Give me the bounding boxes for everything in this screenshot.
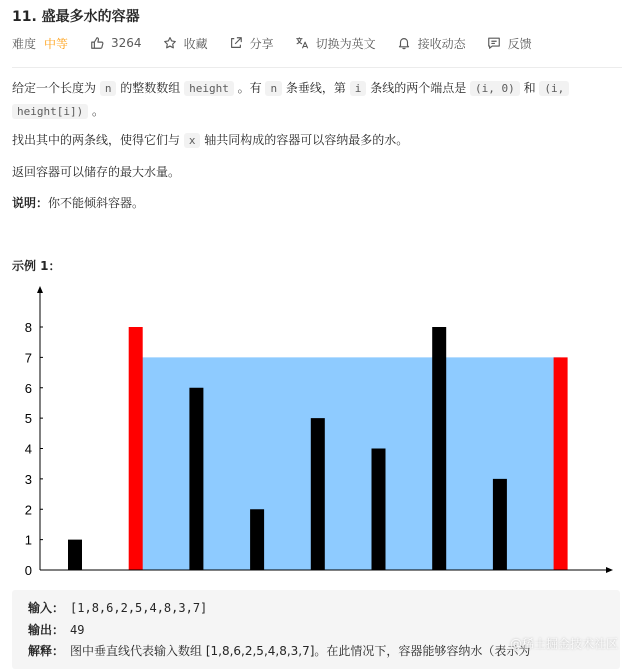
example-output: 输出： 49	[28, 623, 85, 637]
header-divider	[12, 67, 622, 68]
example-explanation: 解释： 图中垂直线代表输入数组 [1,8,6,2,5,4,8,3,7]。在此情况下，容器能够容纳水（表示为	[28, 644, 531, 658]
like-button[interactable]	[90, 36, 142, 50]
example-input: 输入： [1,8,6,2,5,4,8,3,7]	[28, 601, 208, 615]
y-tick-label: 2	[24, 502, 32, 518]
y-tick-label: 0	[24, 563, 32, 578]
example-title: 示例 1：	[12, 259, 61, 273]
note-label: 说明：	[12, 196, 49, 210]
problem-title: 11. 盛最多水的容器	[12, 9, 140, 25]
inline-code: height	[184, 81, 234, 96]
bar	[432, 327, 446, 570]
share-button[interactable]	[229, 35, 274, 52]
example-output-value: 49	[70, 623, 85, 637]
bar	[68, 540, 82, 570]
bar	[250, 509, 264, 570]
y-tick-label: 6	[24, 380, 32, 396]
like-count: 3264	[111, 36, 142, 50]
x-axis-arrow	[606, 567, 613, 573]
note-text: 你不能倾斜容器。	[48, 196, 145, 210]
translate-button[interactable]	[295, 35, 376, 52]
thumbs-up-icon	[90, 36, 104, 50]
y-tick-label: 8	[24, 320, 32, 335]
favorite-button[interactable]	[163, 35, 208, 52]
problem-meta-bar	[12, 34, 553, 52]
example-input-value: [1,8,6,2,5,4,8,3,7]	[70, 601, 208, 615]
description-paragraph-2: 找出其中的两条线，使得它们与 x 轴共同构成的容器可以容纳最多的水。	[12, 133, 409, 147]
translate-label: 切换为英文	[315, 36, 376, 51]
inline-code: (i,	[539, 81, 569, 96]
inline-code: n	[100, 81, 117, 96]
y-tick-label: 1	[24, 532, 32, 548]
highlight-bar	[129, 327, 143, 570]
bar	[311, 418, 325, 570]
star-icon	[163, 36, 177, 50]
example-explanation-text: 图中垂直线代表输入数组 [1,8,6,2,5,4,8,3,7]。在此情况下，容器能够容纳水（表示为	[70, 644, 531, 658]
description-paragraph-1: 给定一个长度为 n 的整数数组 height 。有 n 条垂线，第 i 条线的两个端点是 (i, 0) 和 (i, height[i]) 。	[12, 77, 622, 123]
inline-code: height[i])	[12, 104, 88, 119]
description-note	[12, 192, 622, 214]
difficulty-label: 难度	[12, 36, 37, 51]
y-tick-label: 7	[24, 350, 32, 366]
favorite-label: 收藏	[183, 36, 208, 51]
y-axis-arrow	[37, 286, 43, 293]
highlight-bar	[554, 357, 568, 570]
example-box	[12, 590, 620, 669]
share-icon	[229, 36, 243, 50]
share-label: 分享	[249, 36, 274, 51]
inline-code: (i, 0)	[470, 81, 520, 96]
notify-label: 接收动态	[417, 36, 466, 51]
inline-code: i	[350, 81, 367, 96]
bar	[372, 449, 386, 571]
y-tick-label: 5	[24, 411, 32, 427]
difficulty-badge: 中等	[44, 36, 69, 51]
feedback-button[interactable]	[487, 35, 532, 52]
bell-icon	[397, 36, 411, 50]
description-paragraph-3: 返回容器可以储存的最大水量。	[12, 165, 181, 179]
bar	[493, 479, 507, 570]
translate-icon	[295, 36, 309, 50]
container-chart	[0, 280, 636, 590]
y-tick-label: 3	[24, 471, 32, 487]
inline-code: x	[184, 133, 201, 148]
feedback-icon	[487, 36, 501, 50]
inline-code: n	[265, 81, 282, 96]
feedback-label: 反馈	[507, 36, 532, 51]
notify-button[interactable]	[397, 35, 466, 52]
watermark: @稀土掘金技术社区	[509, 637, 618, 651]
y-tick-label: 4	[24, 441, 32, 457]
bar	[189, 388, 203, 570]
